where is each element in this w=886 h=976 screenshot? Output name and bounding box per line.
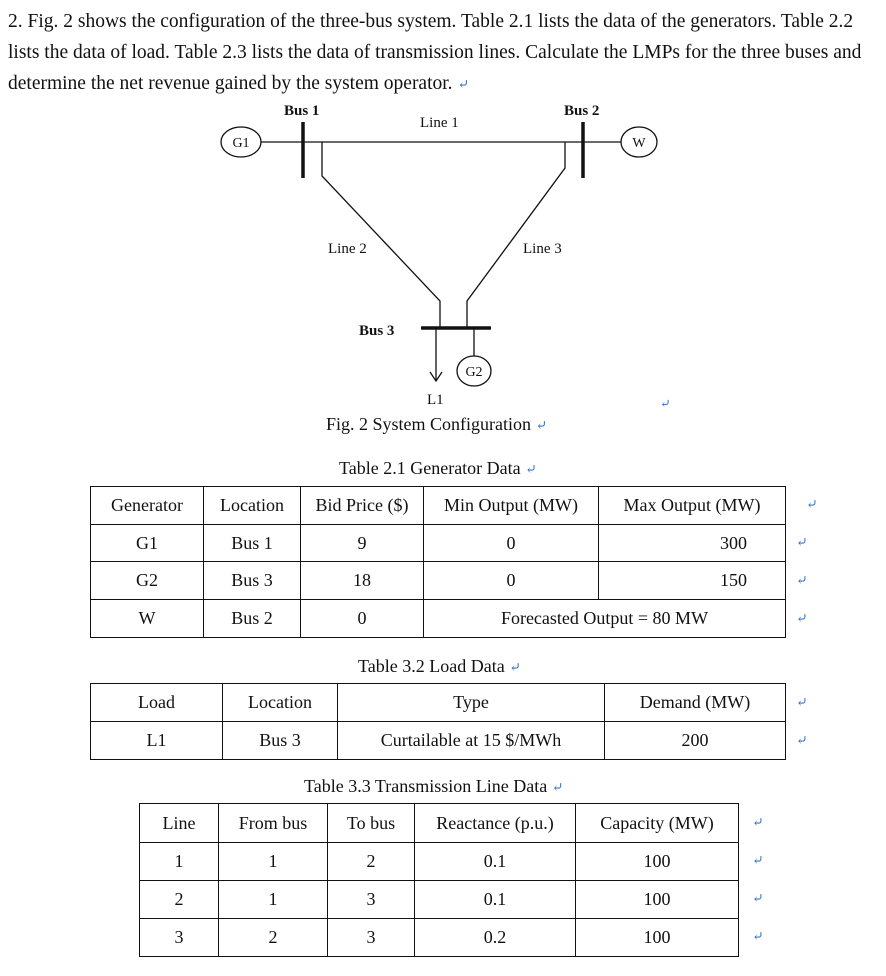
load-data-table [90, 683, 786, 760]
table-cell: Bus 3 [204, 562, 301, 600]
paragraph-mark-icon: ⤶ [525, 463, 537, 478]
line-table-caption [304, 776, 563, 797]
table-row [91, 525, 786, 562]
paragraph-mark-icon: ⤶ [796, 696, 808, 711]
paragraph-mark-icon: ⤶ [796, 574, 808, 589]
header-cell: Reactance (p.u.) [415, 804, 576, 843]
table-cell: 100 [576, 919, 739, 957]
gen-table-caption [339, 458, 537, 479]
header-cell: Capacity (MW) [576, 804, 739, 843]
table-cell: 0.1 [415, 881, 576, 919]
paragraph-mark-icon: ⤶ [551, 781, 564, 796]
header-cell: Bid Price ($) [301, 487, 424, 525]
header-cell: Type [338, 684, 605, 722]
table-cell: 0.1 [415, 843, 576, 881]
header-cell: Load [91, 684, 223, 722]
table-cell: 3 [328, 881, 415, 919]
table-cell: 1 [140, 843, 219, 881]
paragraph-mark-icon: ⤶ [660, 396, 671, 411]
table-cell: G1 [91, 525, 204, 562]
table-cell: 0.2 [415, 919, 576, 957]
table-cell: Curtailable at 15 $/MWh [338, 722, 605, 760]
table-cell: 150 [599, 562, 786, 600]
l1-label: L1 [427, 392, 444, 408]
table-cell: 2 [140, 881, 219, 919]
line2-wire [322, 142, 440, 328]
g1-label: G1 [232, 136, 250, 151]
paragraph-mark-icon: ⤶ [796, 536, 808, 551]
table-row [140, 843, 739, 881]
header-cell: Generator [91, 487, 204, 525]
problem-text: 2. Fig. 2 shows the configuration of the three-bus system. Table 2.1 lists the data of the generators. Table 2.2 lists the data of load. Table 2.3 lists the data of transmission lines. Calculate the LMPs for the three buses and determine the net revenue gained by the system operator. [8, 11, 862, 94]
w-label: W [632, 136, 646, 151]
header-cell: Line [140, 804, 219, 843]
paragraph-mark-icon: ⤶ [457, 78, 470, 93]
table-cell: 3 [328, 919, 415, 957]
table-row [140, 919, 739, 957]
table-cell: Bus 2 [204, 600, 301, 638]
table-header-row [140, 804, 739, 843]
header-cell: Location [204, 487, 301, 525]
paragraph-mark-icon: ⤶ [752, 816, 764, 831]
bus3-label: Bus 3 [359, 323, 395, 339]
table-row [91, 600, 786, 638]
table-cell: 2 [328, 843, 415, 881]
header-cell: From bus [219, 804, 328, 843]
gen-table-caption-text: Table 2.1 Generator Data [339, 458, 521, 478]
table-cell: Bus 3 [223, 722, 338, 760]
table-header-row [91, 684, 786, 722]
table-cell: Bus 1 [204, 525, 301, 562]
figure-caption [326, 414, 547, 435]
bus1-label: Bus 1 [284, 103, 320, 119]
table-cell: 2 [219, 919, 328, 957]
table-cell: 300 [599, 525, 786, 562]
table-row [91, 722, 786, 760]
table-cell: 1 [219, 843, 328, 881]
line3-label: Line 3 [523, 241, 562, 257]
table-cell: Forecasted Output = 80 MW [424, 600, 786, 638]
load-table-caption [358, 656, 521, 677]
paragraph-mark-icon: ⤶ [535, 419, 548, 434]
table-cell: 9 [301, 525, 424, 562]
transmission-line-table [139, 803, 739, 957]
line3-wire [467, 142, 565, 328]
header-cell: Location [223, 684, 338, 722]
g2-label: G2 [465, 365, 483, 380]
table-cell: L1 [91, 722, 223, 760]
paragraph-mark-icon: ⤶ [796, 734, 808, 749]
paragraph-mark-icon: ⤶ [796, 612, 808, 627]
table-cell: W [91, 600, 204, 638]
paragraph-mark-icon: ⤶ [806, 498, 818, 513]
table-cell: 0 [301, 600, 424, 638]
header-cell: Max Output (MW) [599, 487, 786, 525]
bus2-label: Bus 2 [564, 103, 600, 119]
line-table-caption-text: Table 3.3 Transmission Line Data [304, 776, 548, 796]
problem-statement [8, 6, 880, 101]
line1-label: Line 1 [420, 115, 459, 131]
table-cell: 0 [424, 562, 599, 600]
figure-caption-text: Fig. 2 System Configuration [326, 414, 532, 434]
table-cell: 18 [301, 562, 424, 600]
paragraph-mark-icon: ⤶ [752, 930, 764, 945]
header-cell: Demand (MW) [605, 684, 786, 722]
paragraph-mark-icon: ⤶ [752, 892, 764, 907]
generator-data-table [90, 486, 786, 638]
table-header-row [91, 487, 786, 525]
table-cell: 200 [605, 722, 786, 760]
table-cell: 3 [140, 919, 219, 957]
load-table-caption-text: Table 3.2 Load Data [358, 656, 505, 676]
line2-label: Line 2 [328, 241, 367, 257]
header-cell: To bus [328, 804, 415, 843]
table-row [140, 881, 739, 919]
table-row [91, 562, 786, 600]
table-cell: 1 [219, 881, 328, 919]
system-configuration-diagram [0, 96, 886, 446]
paragraph-mark-icon: ⤶ [752, 854, 764, 869]
table-cell: G2 [91, 562, 204, 600]
table-cell: 100 [576, 843, 739, 881]
table-cell: 100 [576, 881, 739, 919]
table-cell: 0 [424, 525, 599, 562]
paragraph-mark-icon: ⤶ [509, 661, 521, 676]
header-cell: Min Output (MW) [424, 487, 599, 525]
